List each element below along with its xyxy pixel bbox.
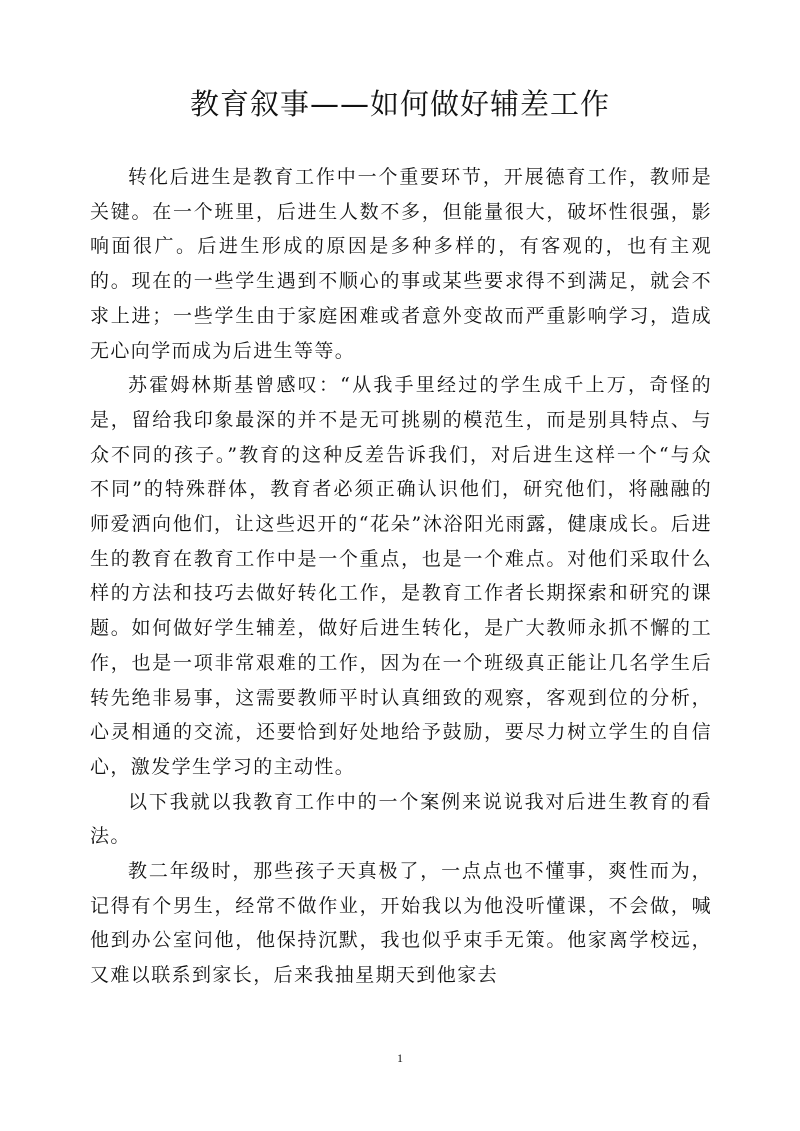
- paragraph-transition: 以下我就以我教育工作中的一个案例来说说我对后进生教育的看法。: [90, 790, 712, 848]
- page-number: 1: [397, 1051, 403, 1065]
- document-body: [90, 160, 712, 993]
- document-title: 教育叙事——如何做好辅差工作: [189, 87, 610, 121]
- paragraph-intro: 转化后进生是教育工作中一个重要环节，开展德育工作，教师是关键。在一个班里，后进生人数不多，但能量很大，破坏性很强，影响面很广。后进生形成的原因是多种多样的，有客观的，也有主观的。现在的一些学生遇到不顺心的事或某些要求得不到满足，就会不求上进；一些学生由于家庭困难或者意外变故而严重影响学习，造成无心向学而成为后进生等等。: [90, 166, 712, 362]
- paragraph-quote: 苏霍姆林斯基曾感叹：“从我手里经过的学生成千上万，奇怪的是，留给我印象最深的并不是无可挑剔的模范生，而是别具特点、与众不同的孩子。”教育的这种反差告诉我们，对后进生这样一个“与众不同”的特殊群体，教育者必须正确认识他们，研究他们，将融融的师爱洒向他们，让这些迟开的“花朵”沐浴阳光雨露，健康成长。后进生的教育在教育工作中是一个重点，也是一个难点。对他们采取什么样的方法和技巧去做好转化工作，是教育工作者长期探索和研究的课题。如何做好学生辅差，做好后进生转化，是广大教师永抓不懈的工作，也是一项非常艰难的工作，因为在一个班级真正能让几名学生后转先绝非易事，这需要教师平时认真细致的观察，客观到位的分析，心灵相通的交流，还要恰到好处地给予鼓励，要尽力树立学生的自信心，激发学生学习的主动性。: [90, 374, 712, 778]
- paragraph-case: 教二年级时，那些孩子天真极了，一点点也不懂事，爽性而为，记得有个男生，经常不做作业，开始我以为他没听懂课，不会做，喊他到办公室问他，他保持沉默，我也似乎束手无策。他家离学校远，又难以联系到家长，后来我抽星期天到他家去: [90, 860, 712, 987]
